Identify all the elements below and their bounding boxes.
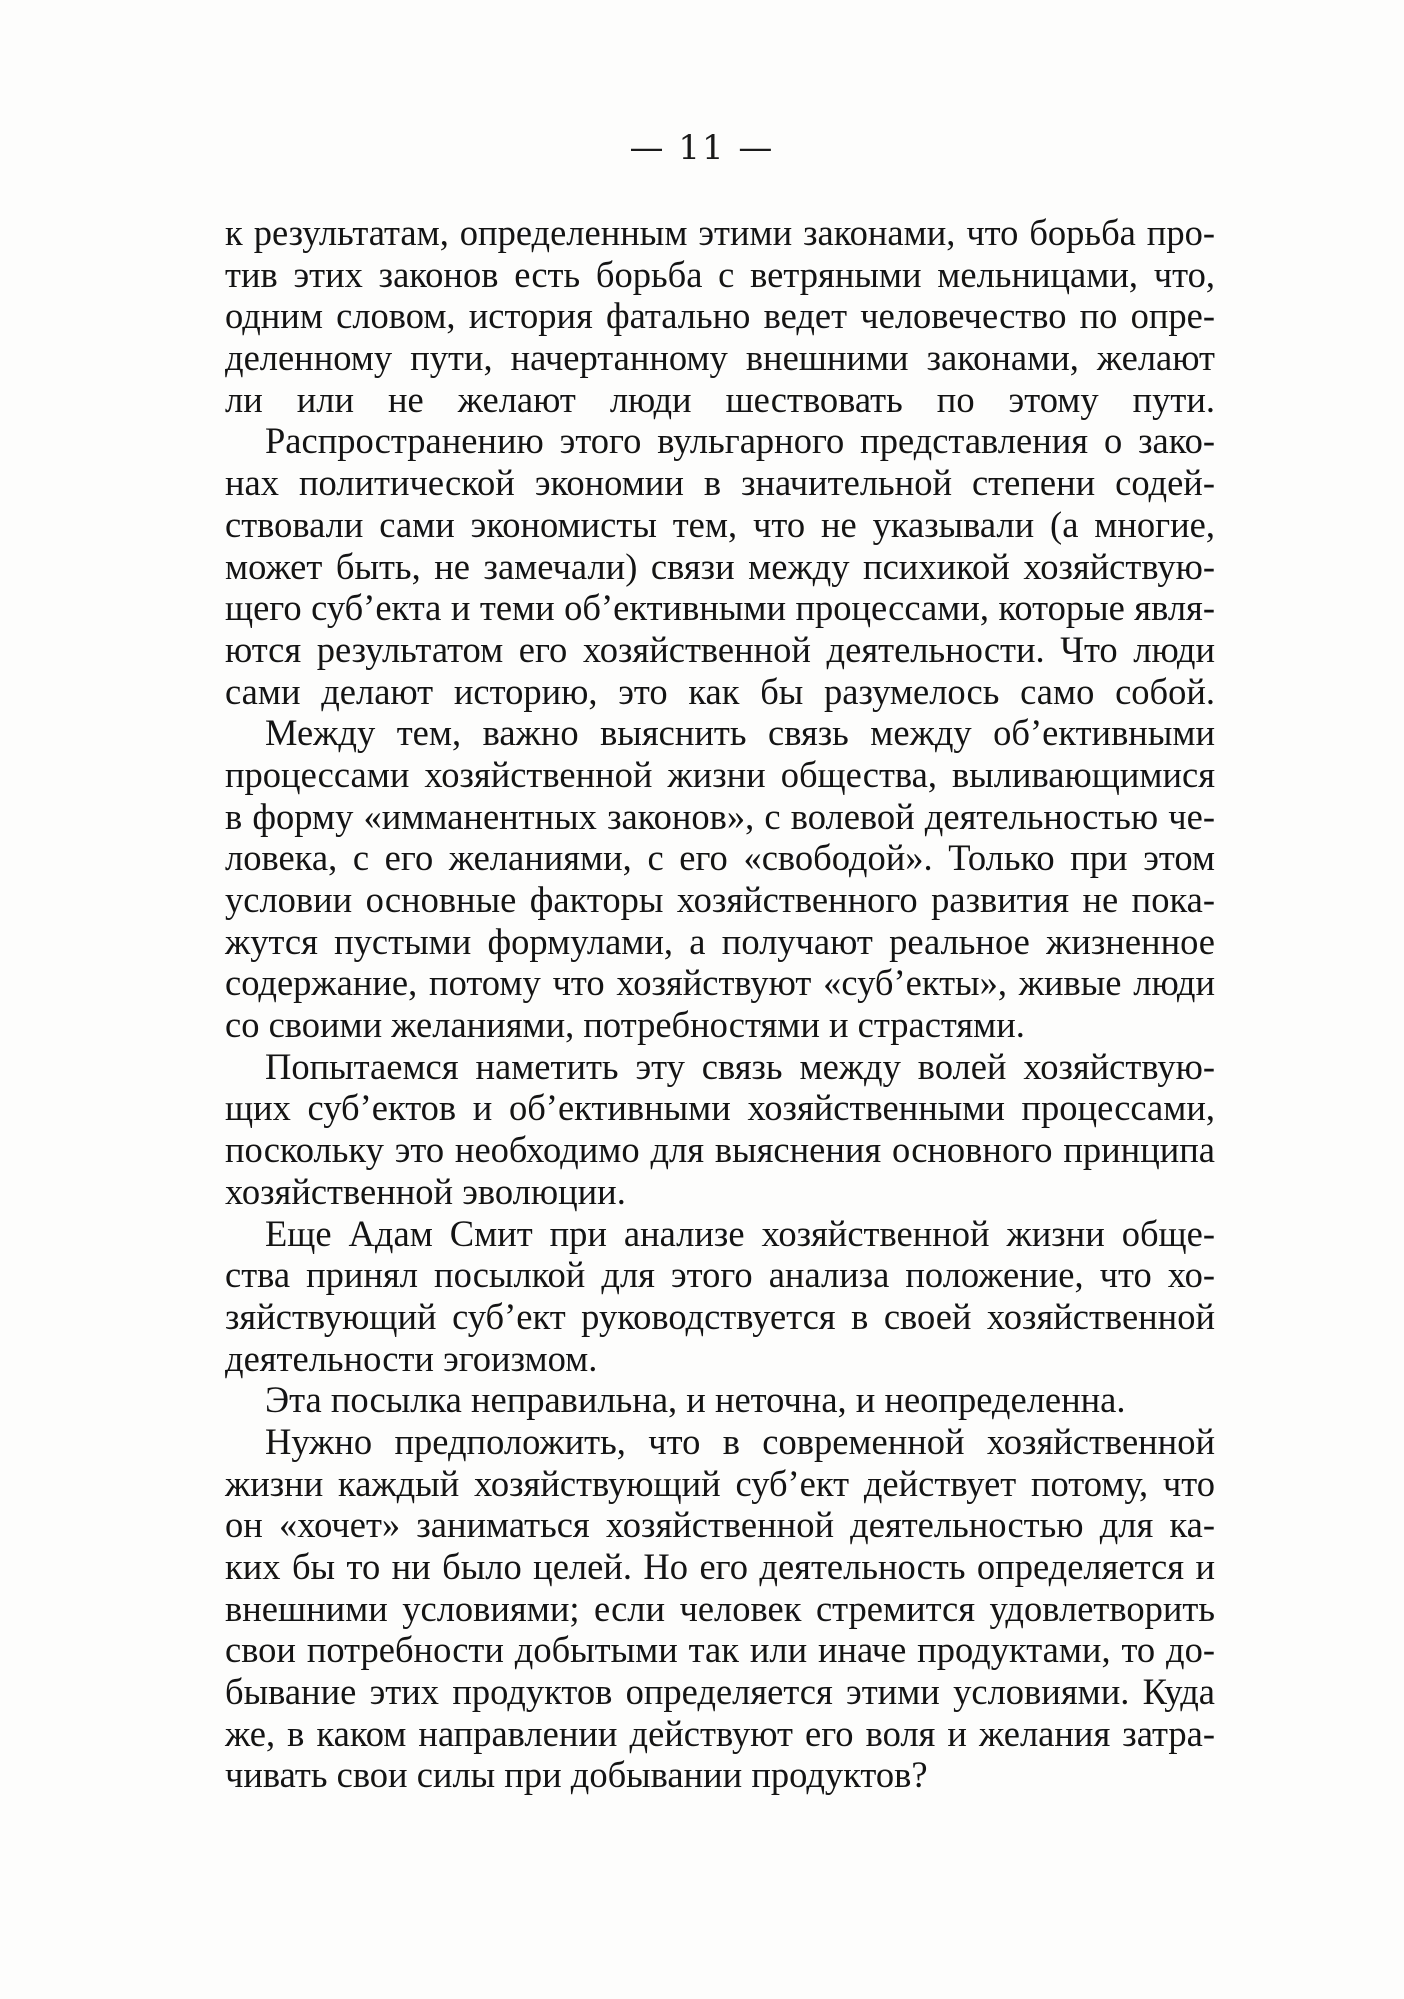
text-line: чивать свои силы при добывании продуктов? bbox=[225, 1754, 928, 1796]
text-line: жутся пустыми формулами, а получают реальное жизненное bbox=[225, 920, 1215, 962]
paragraph-3 bbox=[225, 712, 1215, 1046]
paragraph-7 bbox=[225, 1421, 1215, 1796]
text-line: внешними условиями; если человек стремится удовлетворить bbox=[225, 1587, 1215, 1629]
text-line: ли или не желают люди шествовать по этому пути. bbox=[225, 378, 1215, 420]
text-line: Еще Адам Смит при анализе хозяйственной жизни обще- bbox=[265, 1212, 1215, 1254]
text-line: нах политической экономии в значительной степени содей- bbox=[225, 462, 1215, 504]
text-line: условии основные факторы хозяйственного развития не пока- bbox=[225, 879, 1215, 920]
text-line: Эта посылка неправильна, и неточна, и неопределенна. bbox=[265, 1379, 1126, 1421]
paragraph-6 bbox=[225, 1379, 1215, 1421]
text-line: он «хочет» заниматься хозяйственной деятельностью для ка- bbox=[225, 1504, 1215, 1546]
paragraph-2 bbox=[225, 420, 1215, 712]
text-line: хозяйственной эволюции. bbox=[225, 1170, 626, 1212]
text-line: Распространению этого вульгарного представления о зако- bbox=[265, 420, 1215, 462]
text-line: же, в каком направлении действуют его воля и желания затра- bbox=[225, 1712, 1215, 1754]
text-line: содержание, потому что хозяйствуют «суб’екты», живые люди bbox=[225, 962, 1215, 1004]
paragraph-5 bbox=[225, 1213, 1215, 1380]
text-line: сами делают историю, это как бы разумелось само собой. bbox=[225, 670, 1215, 712]
text-line: Нужно предположить, что в современной хозяйственной bbox=[265, 1420, 1215, 1462]
text-line: ются результатом его хозяйственной деятельности. Что люди bbox=[225, 628, 1215, 670]
text-line: щего суб’екта и теми об’ективными процессами, которые явля- bbox=[225, 587, 1215, 629]
text-line: со своими желаниями, потребностями и страстями. bbox=[225, 1004, 1025, 1046]
text-line: деленному пути, начертанному внешними законами, желают bbox=[225, 337, 1215, 379]
text-line: ловека, с его желаниями, с его «свободой». Только при этом bbox=[225, 837, 1215, 879]
page-number: — 11 — bbox=[629, 128, 775, 168]
text-line: ких бы то ни было целей. Но его деятельность определяется и bbox=[225, 1546, 1215, 1587]
text-line: может быть, не замечали) связи между психикой хозяйствую- bbox=[225, 545, 1215, 587]
text-line: зяйствующий суб’ект руководствуется в своей хозяйственной bbox=[225, 1295, 1215, 1337]
text-line: свои потребности добытыми так или иначе продуктами, то до- bbox=[225, 1629, 1215, 1671]
text-line: Попытаемся наметить эту связь между волей хозяйствую- bbox=[265, 1045, 1215, 1087]
text-line: Между тем, важно выяснить связь между об’ективными bbox=[265, 712, 1215, 754]
body-text bbox=[225, 212, 1215, 1796]
text-line: в форму «имманентных законов», с волевой деятельностью че- bbox=[225, 795, 1215, 837]
text-line: щих суб’ектов и об’ективными хозяйственными процессами, bbox=[225, 1087, 1215, 1129]
text-line: процессами хозяйственной жизни общества, выливающимися bbox=[225, 753, 1215, 795]
text-line: одним словом, история фатально ведет человечество по опре- bbox=[225, 295, 1215, 337]
text-line: поскольку это необходимо для выяснения основного принципа bbox=[225, 1129, 1215, 1171]
text-line: тив этих законов есть борьба с ветряными мельницами, что, bbox=[225, 253, 1215, 295]
paragraph-4 bbox=[225, 1046, 1215, 1213]
text-line: бывание этих продуктов определяется этими условиями. Куда bbox=[225, 1671, 1215, 1713]
text-line: ства принял посылкой для этого анализа положение, что хо- bbox=[225, 1254, 1215, 1296]
text-line: жизни каждый хозяйствующий суб’ект действует потому, что bbox=[225, 1462, 1215, 1504]
text-line: деятельности эгоизмом. bbox=[225, 1337, 598, 1379]
text-line: ствовали сами экономисты тем, что не указывали (а многие, bbox=[225, 503, 1215, 545]
text-line: к результатам, определенным этими законами, что борьба про- bbox=[225, 212, 1215, 253]
paragraph-1 bbox=[225, 212, 1215, 420]
